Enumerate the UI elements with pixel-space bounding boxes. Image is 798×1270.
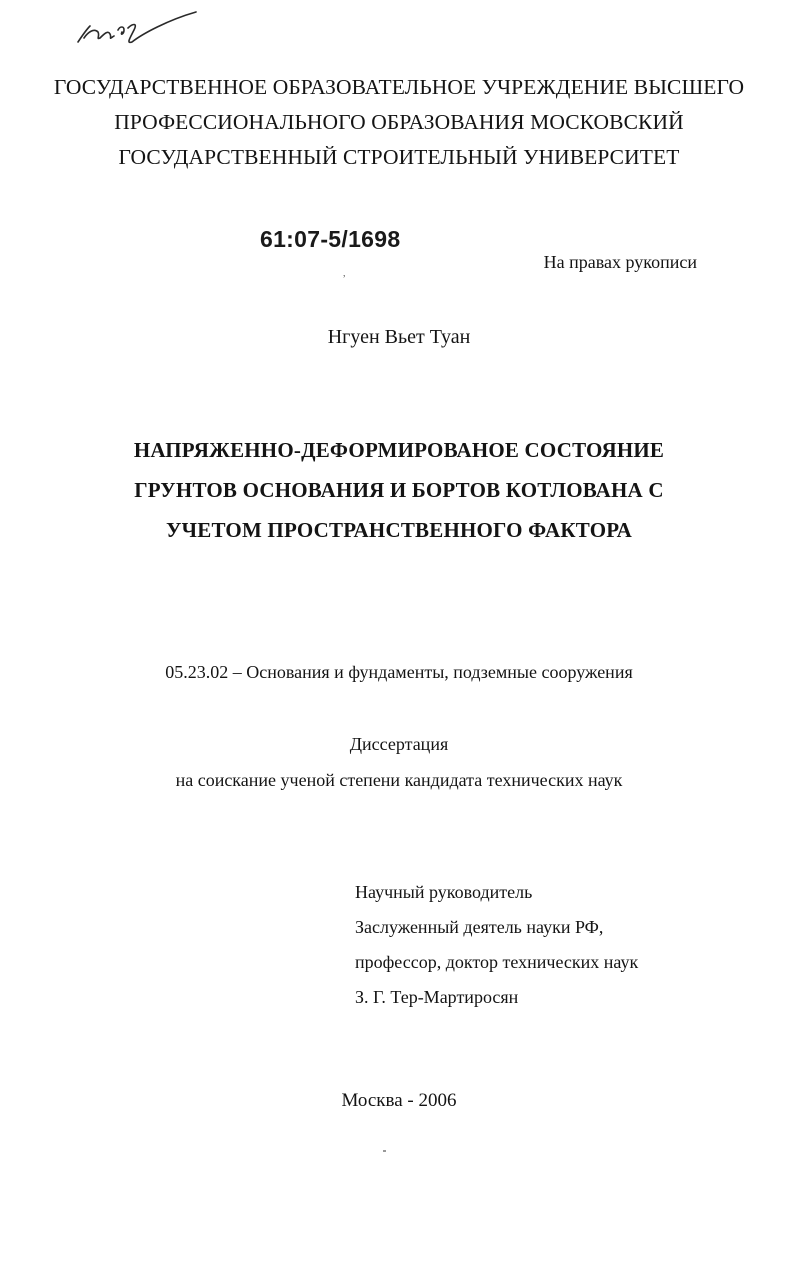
scan-artifact: , bbox=[343, 268, 346, 279]
institution-line-3: ГОСУДАРСТВЕННЫЙ СТРОИТЕЛЬНЫЙ УНИВЕРСИТЕТ bbox=[118, 145, 680, 169]
institution-line-2: ПРОФЕССИОНАЛЬНОГО ОБРАЗОВАНИЯ МОСКОВСКИЙ bbox=[114, 110, 684, 134]
library-stamp-code: 61:07-5/1698 bbox=[260, 226, 401, 252]
supervisor-degree: профессор, доктор технических наук bbox=[355, 952, 639, 972]
supervisor-role: Научный руководитель bbox=[355, 882, 533, 902]
place-and-year: Москва - 2006 bbox=[341, 1090, 457, 1111]
supervisor-name: З. Г. Тер-Мартиросян bbox=[355, 987, 519, 1007]
dissertation-title bbox=[0, 430, 798, 550]
title-line-3: УЧЕТОМ ПРОСТРАНСТВЕННОГО ФАКТОРА bbox=[166, 518, 632, 542]
title-line-2: ГРУНТОВ ОСНОВАНИЯ И БОРТОВ КОТЛОВАНА С bbox=[134, 478, 664, 502]
supervisor-honor: Заслуженный деятель науки РФ, bbox=[355, 917, 604, 937]
handwritten-signature bbox=[72, 8, 202, 54]
dissertation-purpose: на соискание ученой степени кандидата технических наук bbox=[175, 770, 623, 790]
dissertation-type: Диссертация bbox=[349, 734, 449, 754]
title-line-1: НАПРЯЖЕННО-ДЕФОРМИРОВАНОЕ СОСТОЯНИЕ bbox=[133, 438, 665, 462]
institution-name bbox=[0, 70, 798, 175]
specialty-code: 05.23.02 – Основания и фундаменты, подземные сооружения bbox=[165, 662, 633, 682]
scan-artifact bbox=[383, 1150, 386, 1152]
rights-note: На правах рукописи bbox=[543, 252, 697, 272]
institution-line-1: ГОСУДАРСТВЕННОЕ ОБРАЗОВАТЕЛЬНОЕ УЧРЕЖДЕНИЕ ВЫСШЕГО bbox=[53, 75, 745, 99]
supervisor-block bbox=[355, 875, 638, 1015]
author-name: Нгуен Вьет Туан bbox=[327, 326, 471, 348]
